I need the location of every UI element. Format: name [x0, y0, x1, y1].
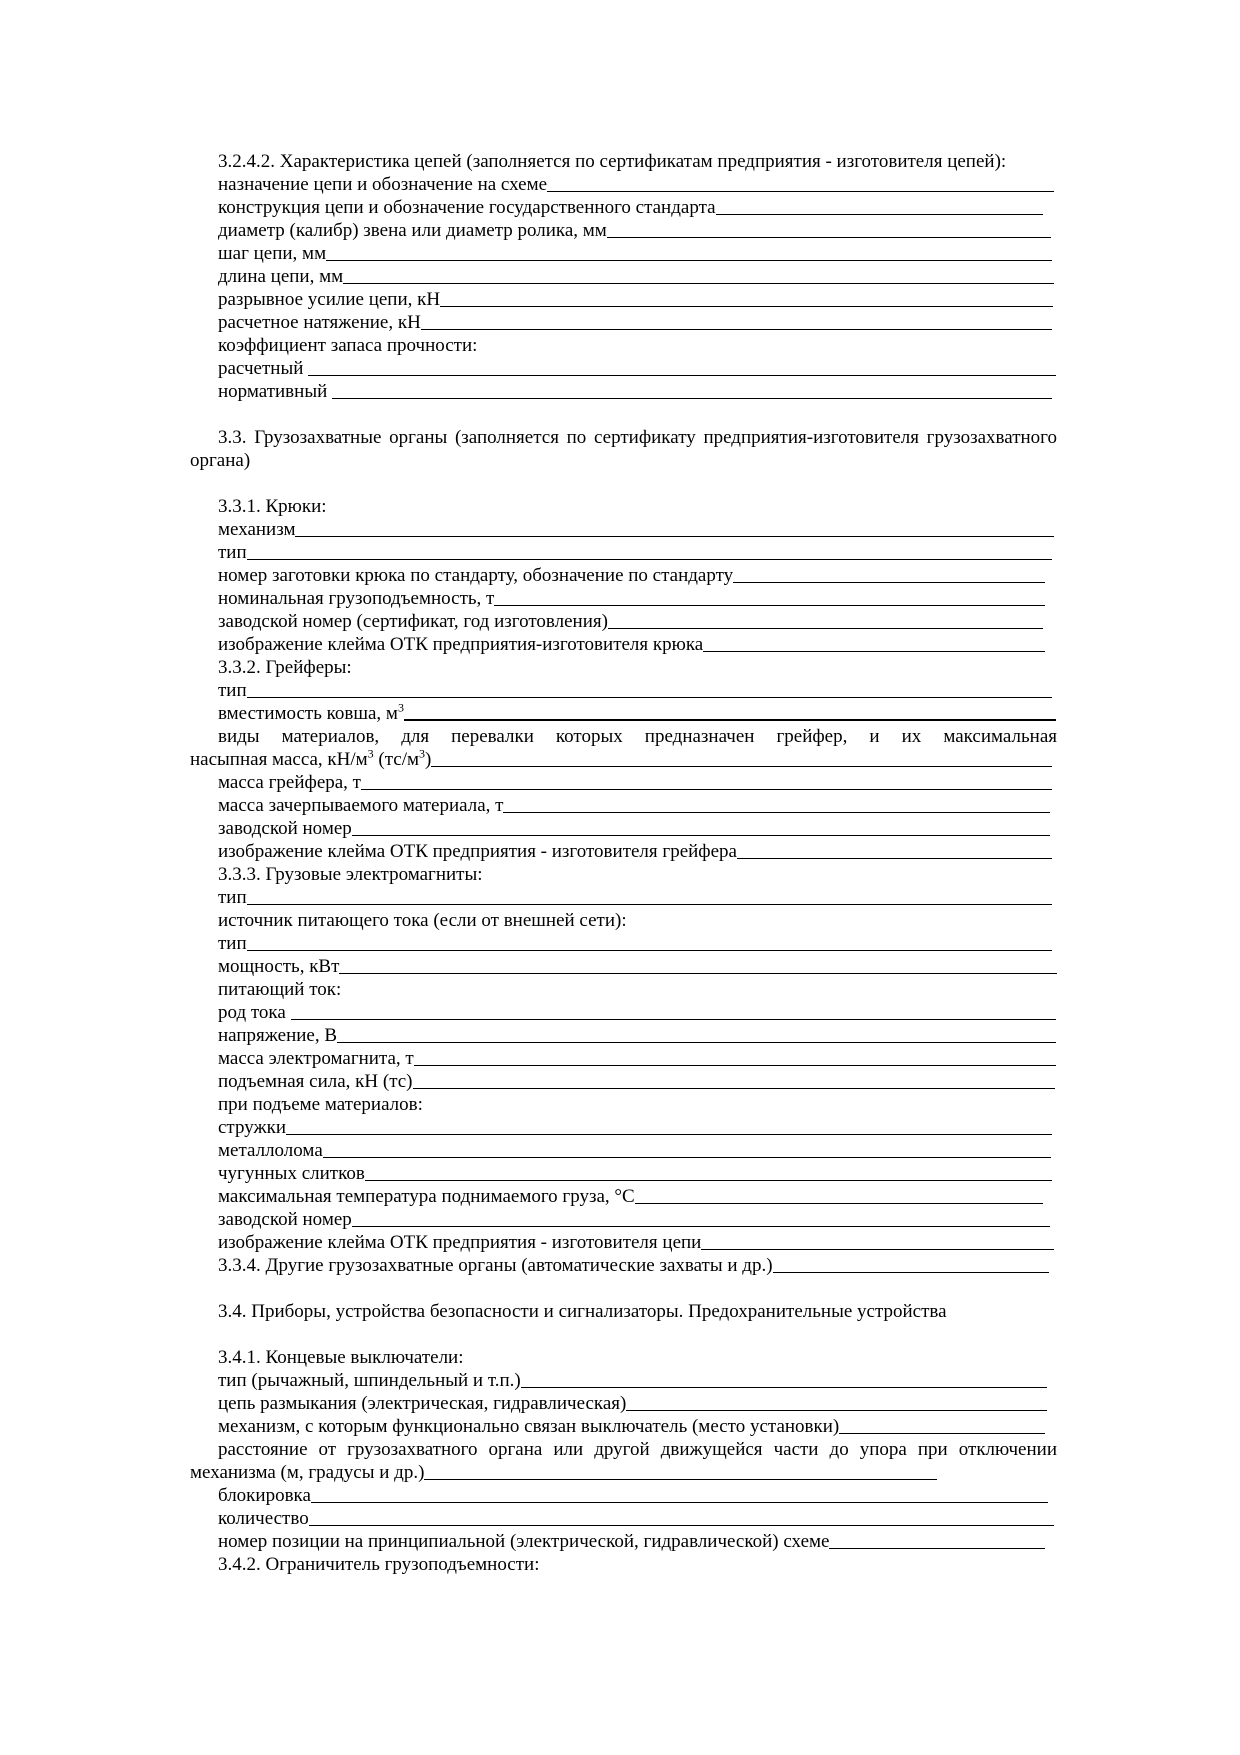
distance-line: расстояние от грузозахватного органа или другой движущейся части до упора при отключении	[218, 1439, 1057, 1460]
field-label: тип	[218, 542, 247, 563]
heading-text: 3.4.2. Ограничитель грузоподъемности:	[218, 1554, 540, 1575]
heading-text: 3.3.2. Грейферы:	[218, 657, 352, 678]
field-label: блокировка	[218, 1485, 311, 1506]
section-3-2-4-2-heading: 3.2.4.2. Характеристика цепей (заполняется по сертификатам предприятия - изготовителя цепей):	[218, 151, 1007, 172]
section-3-4-1-heading	[190, 1346, 1057, 1369]
field-row	[190, 1070, 1057, 1093]
field-label: источник питающего тока (если от внешней сети):	[218, 910, 627, 931]
input-line[interactable]	[440, 306, 1053, 307]
heading-text: 3.4.1. Концевые выключатели:	[218, 1347, 464, 1368]
field-row	[190, 1024, 1057, 1047]
field-label: масса грейфера, т	[218, 772, 361, 793]
field-row	[190, 955, 1057, 978]
input-line[interactable]	[494, 605, 1045, 606]
field-label: металлолома	[218, 1140, 323, 1161]
section-3-3-heading: 3.3. Грузозахватные органы (заполняется по сертификату предприятия-изготовителя грузозахватного органа)	[190, 427, 1057, 471]
field-row	[190, 265, 1057, 288]
field-label: коэффициент запаса прочности:	[218, 335, 478, 356]
field-row	[190, 334, 1057, 357]
field-row	[190, 518, 1057, 541]
input-line[interactable]	[291, 1019, 1056, 1020]
field-label: механизм	[218, 519, 296, 540]
field-row	[190, 1507, 1057, 1530]
field-label: вместимость ковша, $м^3$	[218, 702, 404, 724]
field-label: напряжение, В	[218, 1025, 338, 1046]
input-line[interactable]	[421, 329, 1052, 330]
input-line[interactable]	[332, 398, 1052, 399]
input-line[interactable]	[839, 1433, 1045, 1434]
input-line[interactable]	[326, 260, 1052, 261]
field-label: 3.3.4. Другие грузозахватные органы (автоматические захваты и др.)	[218, 1255, 773, 1276]
spacer	[190, 472, 1057, 495]
input-line[interactable]	[352, 1226, 1050, 1227]
input-line[interactable]	[343, 283, 1054, 284]
input-line[interactable]	[337, 1042, 1056, 1043]
field-label: при подъеме материалов:	[218, 1094, 423, 1115]
input-line[interactable]	[404, 719, 1056, 721]
field-label: масса зачерпываемого материала, т	[218, 795, 504, 816]
input-line[interactable]	[635, 1203, 1043, 1204]
field-row	[190, 242, 1057, 265]
input-line[interactable]	[521, 1387, 1047, 1388]
field-row	[190, 1369, 1057, 1392]
field-label: изображение клейма ОТК предприятия-изготовителя крюка	[218, 634, 704, 655]
field-label: мощность, кВт	[218, 956, 340, 977]
field-row	[190, 840, 1057, 863]
input-line[interactable]	[547, 191, 1054, 192]
field-label: расчетное натяжение, кН	[218, 312, 421, 333]
section-3-4-heading	[190, 1300, 1057, 1323]
input-line[interactable]	[309, 1525, 1054, 1526]
input-line[interactable]	[247, 559, 1052, 560]
field-row	[190, 932, 1057, 955]
input-line[interactable]	[737, 858, 1052, 859]
field-label: диаметр (калибр) звена или диаметр ролика, мм	[218, 220, 607, 241]
field-row	[190, 1530, 1057, 1553]
input-line[interactable]	[414, 1065, 1056, 1066]
field-label: изображение клейма ОТК предприятия - изготовителя грейфера	[218, 841, 737, 862]
field-row	[190, 978, 1057, 1001]
field-row	[190, 1461, 1057, 1484]
field-row	[190, 886, 1057, 909]
input-line[interactable]	[716, 214, 1043, 215]
field-label: подъемная сила, кН (тс)	[218, 1071, 413, 1092]
field-row	[190, 288, 1057, 311]
field-label: тип	[218, 933, 247, 954]
field-label: масса электромагнита, т	[218, 1048, 414, 1069]
field-row	[190, 1231, 1057, 1254]
heading-text: 3.3.3. Грузовые электромагниты:	[218, 864, 483, 885]
input-line[interactable]	[431, 766, 1052, 767]
field-label: разрывное усилие цепи, кН	[218, 289, 441, 310]
document-page	[190, 150, 1057, 1576]
input-line[interactable]	[361, 789, 1052, 790]
input-line[interactable]	[608, 628, 1043, 629]
field-row	[190, 817, 1057, 840]
field-label: род тока	[218, 1002, 291, 1023]
input-line[interactable]	[626, 1410, 1047, 1411]
input-line[interactable]	[295, 536, 1054, 537]
field-label: нормативный	[218, 381, 333, 402]
field-label: заводской номер (сертификат, год изготовления)	[218, 611, 608, 632]
field-label: максимальная температура поднимаемого груза, °С	[218, 1186, 635, 1207]
input-line[interactable]	[607, 237, 1051, 238]
field-label: заводской номер	[218, 1209, 352, 1230]
field-label: заводской номер	[218, 818, 352, 839]
field-row	[190, 196, 1057, 219]
field-row	[190, 1162, 1057, 1185]
field-label: номер заготовки крюка по стандарту, обозначение по стандарту	[218, 565, 734, 586]
section-3-3-4-row	[190, 1254, 1057, 1277]
field-row	[190, 1484, 1057, 1507]
input-line[interactable]	[247, 697, 1052, 698]
input-line[interactable]	[424, 1479, 937, 1480]
field-row	[190, 748, 1057, 771]
field-row	[190, 1093, 1057, 1116]
field-row	[190, 794, 1057, 817]
input-line[interactable]	[311, 1502, 1048, 1503]
field-row	[190, 1415, 1057, 1438]
field-row	[190, 679, 1057, 702]
field-label: питающий ток:	[218, 979, 342, 1000]
field-label: тип (рычажный, шпиндельный и т.п.)	[218, 1370, 521, 1391]
field-label: номер позиции на принципиальной (электрической, гидравлической) схеме	[218, 1531, 830, 1552]
field-row	[190, 909, 1057, 932]
field-label: стружки	[218, 1117, 286, 1138]
field-row	[190, 541, 1057, 564]
field-row	[190, 1185, 1057, 1208]
input-line[interactable]	[701, 1249, 1054, 1250]
field-label: расчетный	[218, 358, 309, 379]
materials-line: виды материалов, для перевалки которых предназначен грейфер, и их максимальная	[218, 726, 1057, 747]
heading-text: 3.4. Приборы, устройства безопасности и сигнализаторы. Предохранительные устройства	[218, 1301, 947, 1322]
field-label: тип	[218, 680, 247, 701]
input-line[interactable]	[773, 1272, 1049, 1273]
section-3-3-1-heading	[190, 495, 1057, 518]
section-3-3-3-heading	[190, 863, 1057, 886]
section-3-4-2-heading	[190, 1553, 1057, 1576]
heading-text: 3.3.1. Крюки:	[218, 496, 327, 517]
input-line[interactable]	[323, 1157, 1051, 1158]
field-row	[190, 771, 1057, 794]
field-label: чугунных слитков	[218, 1163, 365, 1184]
input-line[interactable]	[308, 375, 1056, 376]
input-line[interactable]	[829, 1548, 1045, 1549]
input-line[interactable]	[247, 950, 1052, 951]
field-label: шаг цепи, мм	[218, 243, 327, 264]
field-row	[190, 219, 1057, 242]
field-row	[190, 357, 1057, 380]
field-row	[190, 311, 1057, 334]
input-line[interactable]	[703, 651, 1045, 652]
field-row	[190, 633, 1057, 656]
input-line[interactable]	[503, 812, 1050, 813]
field-row	[190, 1139, 1057, 1162]
field-label: тип	[218, 887, 247, 908]
field-label: механизма (м, градусы и др.)	[190, 1462, 425, 1483]
field-label: назначение цепи и обозначение на схеме	[218, 174, 548, 195]
field-row	[190, 587, 1057, 610]
field-label: номинальная грузоподъемность, т	[218, 588, 495, 609]
field-row	[190, 1116, 1057, 1139]
field-label: конструкция цепи и обозначение государственного стандарта	[218, 197, 716, 218]
input-line[interactable]	[365, 1180, 1052, 1181]
input-line[interactable]	[733, 582, 1045, 583]
field-label: насыпная масса, $кН/м^3$ $(тс/м^3)$	[190, 748, 432, 770]
spacer	[190, 1277, 1057, 1300]
field-label: изображение клейма ОТК предприятия - изготовителя цепи	[218, 1232, 702, 1253]
field-row	[190, 380, 1057, 403]
input-line[interactable]	[352, 835, 1050, 836]
spacer	[190, 403, 1057, 426]
input-line[interactable]	[339, 973, 1057, 974]
field-row	[190, 564, 1057, 587]
field-label: длина цепи, мм	[218, 266, 344, 287]
field-row	[190, 1208, 1057, 1231]
field-row	[190, 1047, 1057, 1070]
field-row	[190, 1001, 1057, 1024]
input-line[interactable]	[286, 1134, 1052, 1135]
section-3-3-2-heading	[190, 656, 1057, 679]
field-label: количество	[218, 1508, 309, 1529]
spacer	[190, 1323, 1057, 1346]
field-row	[190, 610, 1057, 633]
input-line[interactable]	[413, 1088, 1056, 1089]
input-line[interactable]	[247, 904, 1052, 905]
field-label: механизм, с которым функционально связан выключатель (место установки)	[218, 1416, 840, 1437]
field-label: цепь размыкания (электрическая, гидравлическая)	[218, 1393, 627, 1414]
field-row	[190, 702, 1057, 725]
field-row	[190, 173, 1057, 196]
field-row	[190, 1392, 1057, 1415]
